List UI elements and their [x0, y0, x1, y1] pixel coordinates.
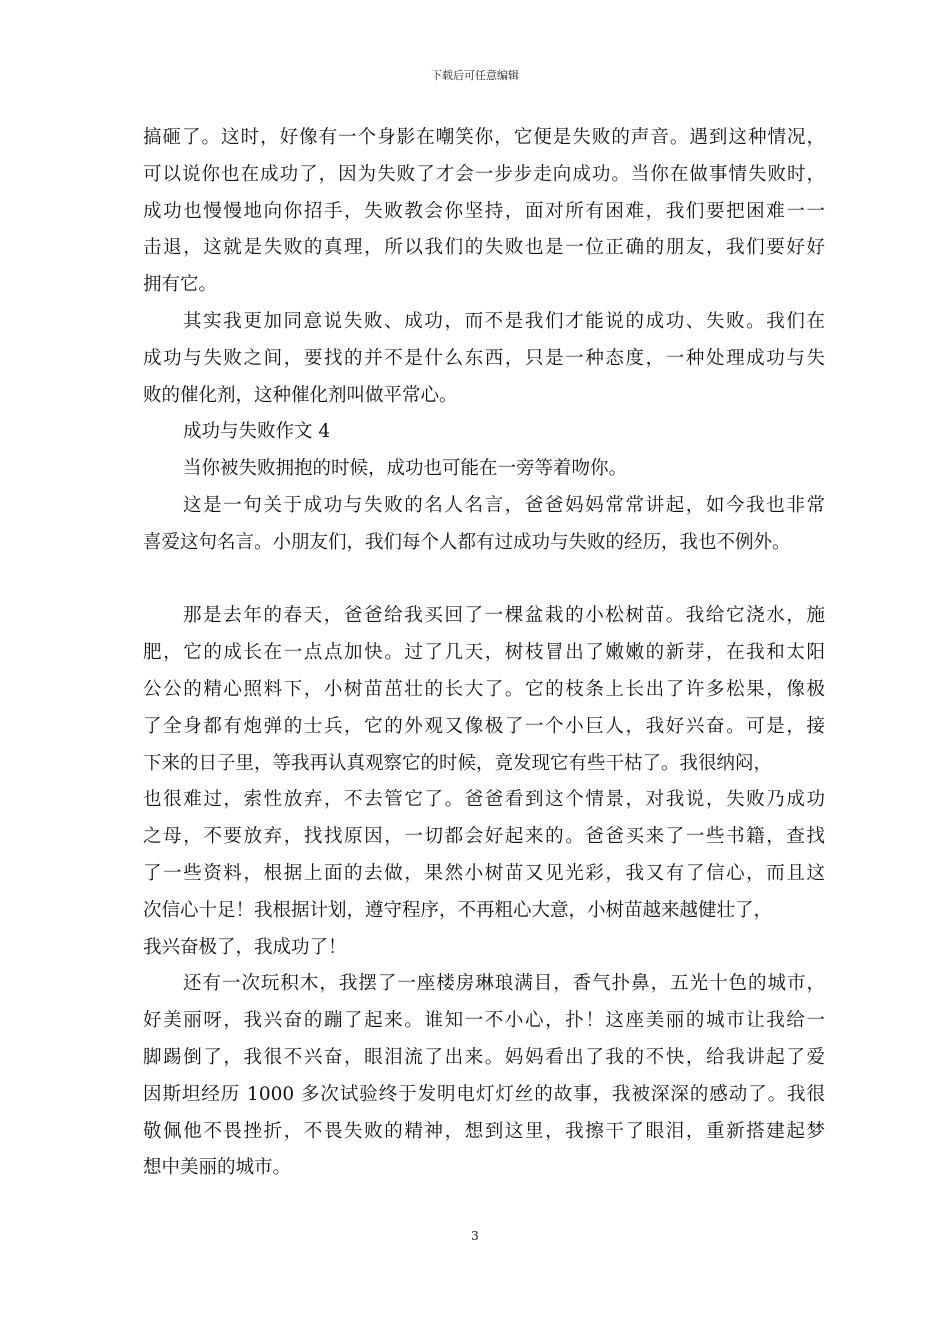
- text-line: 击退，这就是失败的真理，所以我们的失败也是一位正确的朋友，我们要好好: [143, 237, 825, 259]
- text-line: 因斯坦经历 1000 多次试验终于发明电灯灯丝的故事，我被深深的感动了。我很: [143, 1083, 825, 1105]
- text-line: 成功与失败之间，要找的并不是什么东西，只是一种态度，一种处理成功与失: [143, 347, 825, 369]
- text-line: 这是一句关于成功与失败的名人名言，爸爸妈妈常常讲起，如今我也非常: [183, 494, 825, 516]
- text-line: 下来的日子里，等我再认真观察它的时候，竟发现它有些干枯了。我很纳闷，: [143, 752, 773, 774]
- paragraph: [143, 451, 825, 488]
- section-heading: [143, 414, 825, 451]
- text-line: 当你被失败拥抱的时候，成功也可能在一旁等着吻你。: [183, 458, 628, 480]
- text-line: 想中美丽的城市。: [143, 1157, 292, 1179]
- text-line: 我兴奋极了，我成功了！: [143, 936, 347, 958]
- paragraph: [143, 966, 825, 1187]
- text-line: 其实我更加同意说失败、成功，而不是我们才能说的成功、失败。我们在: [183, 310, 825, 332]
- text-line: 敬佩他不畏挫折，不畏失败的精神，想到这里，我擦干了眼泪，重新搭建起梦: [143, 1120, 825, 1142]
- text-line: 之母，不要放弃，找找原因，一切都会好起来的。爸爸买来了一些书籍，查找: [143, 826, 825, 848]
- paragraph: [143, 598, 825, 966]
- text-line: 也很难过，索性放弃，不去管它了。爸爸看到这个情景，对我说，失败乃成功: [143, 789, 825, 811]
- text-line: 败的催化剂，这种催化剂叫做平常心。: [143, 384, 458, 406]
- paragraph-spacer: [143, 562, 825, 599]
- text-line: 次信心十足！我根据计划，遵守程序，不再粗心大意，小树苗越来越健壮了，: [143, 899, 773, 921]
- text-line: 公公的精心照料下，小树苗茁壮的长大了。它的枝条上长出了许多松果，像极: [143, 678, 825, 700]
- text-line: 成功也慢慢地向你招手，失败教会你坚持，面对所有困难，我们要把困难一一: [143, 200, 825, 222]
- text-line: 脚踢倒了，我很不兴奋，眼泪流了出来。妈妈看出了我的不快，给我讲起了爱: [143, 1046, 825, 1068]
- paragraph: [143, 120, 825, 304]
- page-number: 3: [471, 1229, 479, 1243]
- text-line: 搞砸了。这时，好像有一个身影在嘲笑你，它便是失败的声音。遇到这种情况，: [143, 127, 825, 148]
- text-line: 拥有它。: [143, 274, 218, 296]
- text-line: 了全身都有炮弹的士兵，它的外观又像极了一个小巨人，我好兴奋。可是，接: [143, 715, 825, 737]
- text-line: 肥，它的成长在一点点加快。过了几天，树枝冒出了嫩嫩的新芽，在我和太阳: [143, 642, 825, 664]
- page-header: 下载后可任意编辑: [431, 69, 519, 82]
- text-line: 成功与失败作文 4: [183, 421, 331, 443]
- text-line: 了一些资料，根据上面的去做，果然小树苗又见光彩，我又有了信心，而且这: [143, 862, 825, 884]
- paragraph: [143, 488, 825, 562]
- text-line: 好美丽呀，我兴奋的蹦了起来。谁知一不小心，扑！这座美丽的城市让我给一: [143, 1010, 825, 1032]
- text-line: 可以说你也在成功了，因为失败了才会一步步走向成功。当你在做事情失败时，: [143, 163, 825, 185]
- document-body: [143, 120, 825, 1187]
- paragraph: [143, 304, 825, 414]
- text-line: 喜爱这句名言。小朋友们，我们每个人都有过成功与失败的经历，我也不例外。: [143, 531, 791, 553]
- text-line: 还有一次玩积木，我摆了一座楼房琳琅满目，香气扑鼻，五光十色的城市，: [183, 973, 825, 995]
- text-line: 那是去年的春天，爸爸给我买回了一棵盆栽的小松树苗。我给它浇水，施: [183, 605, 825, 627]
